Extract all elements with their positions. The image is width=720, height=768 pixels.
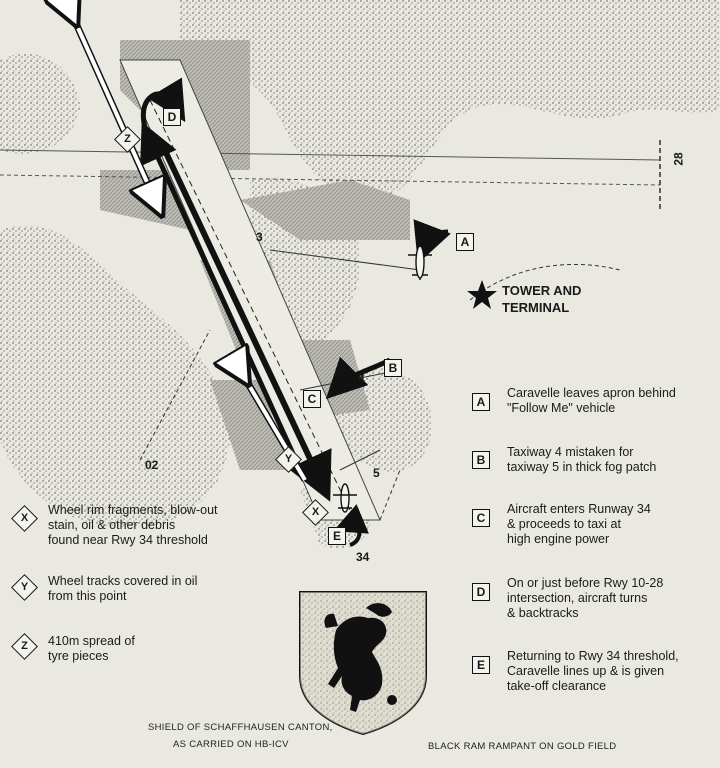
legend-b-line2: taxiway 5 in thick fog patch: [507, 460, 657, 474]
legend-x-line2: stain, oil & other debris: [48, 518, 176, 532]
legend-a-text: [507, 386, 676, 416]
legend-z-line1: 410m spread of: [48, 634, 135, 648]
shield-caption-line1: SHIELD OF SCHAFFHAUSEN CANTON,: [148, 722, 333, 733]
taxiway-5-label: 5: [373, 466, 380, 480]
legend-x-letter: X: [20, 512, 29, 524]
legend-b-box: B: [472, 451, 490, 469]
runway-34-label: 34: [356, 550, 370, 564]
legend-c-text: [507, 502, 651, 547]
marker-e: E: [328, 527, 346, 545]
marker-z-letter: Z: [124, 133, 131, 145]
legend-z-line2: tyre pieces: [48, 649, 109, 663]
legend-c-line3: high engine power: [507, 532, 610, 546]
marker-y-letter: Y: [284, 453, 293, 465]
legend-e-line2: Caravelle lines up & is given: [507, 664, 665, 678]
legend-c-box: C: [472, 509, 490, 527]
legend-x-text: [48, 503, 218, 548]
ram-caption: BLACK RAM RAMPANT ON GOLD FIELD: [428, 741, 617, 752]
tower-star-icon: [467, 280, 497, 309]
shield-caption-line2: AS CARRIED ON HB-ICV: [173, 739, 289, 750]
legend-a-line1: Caravelle leaves apron behind: [507, 386, 676, 400]
legend-d-text: [507, 576, 663, 621]
legend-y-line1: Wheel tracks covered in oil: [48, 574, 198, 588]
legend-a-box: A: [472, 393, 490, 411]
legend-z-text: [48, 634, 135, 664]
taxiway-3-label: 3: [256, 230, 263, 244]
legend-e-box: E: [472, 656, 490, 674]
legend-e-line1: Returning to Rwy 34 threshold,: [507, 649, 679, 663]
legend-d-line3: & backtracks: [507, 606, 579, 620]
marker-x-letter: X: [311, 506, 320, 518]
legend-z-letter: Z: [21, 640, 28, 652]
marker-b: B: [384, 359, 402, 377]
aircraft-apron: [408, 245, 432, 280]
tower-terminal-label: [502, 282, 581, 316]
legend-b-text: [507, 445, 656, 475]
tower-label-line1: TOWER AND: [502, 283, 582, 298]
legend-d-line2: intersection, aircraft turns: [507, 591, 648, 605]
legend-c-line2: & proceeds to taxi at: [507, 517, 621, 531]
legend-y-line2: from this point: [48, 589, 127, 603]
legend-y-text: [48, 574, 197, 604]
marker-d: D: [163, 108, 181, 126]
taxiway-4-label: 4: [358, 372, 365, 386]
legend-a-line2: "Follow Me" vehicle: [507, 401, 616, 415]
legend-b-line1: Taxiway 4 mistaken for: [507, 445, 634, 459]
tower-label-line2: TERMINAL: [502, 300, 570, 315]
legend-d-line1: On or just before Rwy 10-28: [507, 576, 664, 590]
legend-x-line3: found near Rwy 34 threshold: [48, 533, 208, 547]
marker-a: A: [456, 233, 474, 251]
legend-d-box: D: [472, 583, 490, 601]
legend-y-letter: Y: [20, 581, 29, 593]
runway-02-label: 02: [145, 458, 159, 472]
legend-e-line3: take-off clearance: [507, 679, 607, 693]
runway-28-label: 28: [671, 152, 686, 166]
marker-c: C: [303, 390, 321, 408]
legend-c-line1: Aircraft enters Runway 34: [507, 502, 651, 516]
schaffhausen-shield-icon: [296, 588, 430, 738]
legend-e-text: [507, 649, 679, 694]
legend-x-line1: Wheel rim fragments, blow-out: [48, 503, 218, 517]
